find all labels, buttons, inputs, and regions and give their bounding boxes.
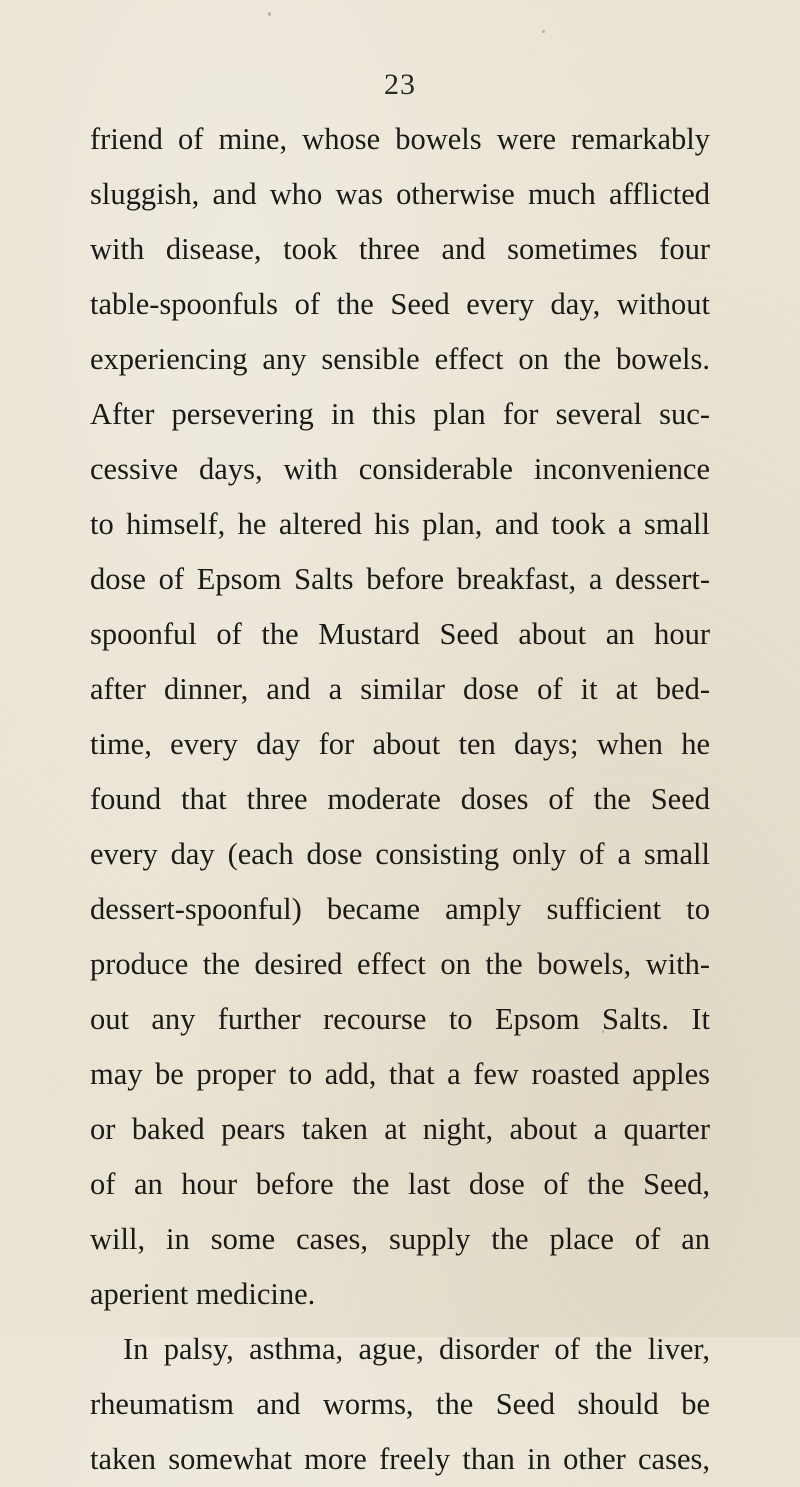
paper-speck [268,12,271,16]
text-line: or baked pears taken at night, about a quarter [90,1112,710,1146]
text-line: table-spoonfuls of the Seed every day, without [90,287,710,321]
text-line: found that three moderate doses of the Seed [90,782,710,816]
text-line: out any further recourse to Epsom Salts. It [90,1002,710,1036]
text-line: to himself, he altered his plan, and took a small [90,507,710,541]
text-line: After persevering in this plan for several suc- [90,397,710,431]
paper-speck [542,30,545,33]
text-line: spoonful of the Mustard Seed about an hour [90,617,710,651]
text-line: with disease, took three and sometimes four [90,232,710,266]
text-line: may be proper to add, that a few roasted apples [90,1057,710,1091]
text-line: experiencing any sensible effect on the bowels. [90,342,710,376]
body-text [90,112,710,1487]
text-line: dose of Epsom Salts before breakfast, a dessert- [90,562,710,596]
text-line: cessive days, with considerable inconvenience [90,452,710,486]
text-line: friend of mine, whose bowels were remarkably [90,122,710,156]
paragraph-end-line: aperient medicine. [90,1277,316,1311]
text-line: after dinner, and a similar dose of it at bed- [90,672,710,706]
text-line: dessert-spoonful) became amply sufficient to [90,892,710,926]
page-number: 23 [384,68,416,101]
text-line: time, every day for about ten days; when he [90,727,710,761]
paragraph-start-line: In palsy, asthma, ague, disorder of the liver, [123,1332,710,1366]
text-line: sluggish, and who was otherwise much afflicted [90,177,710,211]
text-line: rheumatism and worms, the Seed should be [90,1387,710,1421]
text-line: produce the desired effect on the bowels, with- [90,947,710,981]
text-line: will, in some cases, supply the place of an [90,1222,710,1256]
text-line: every day (each dose consisting only of a small [90,837,710,871]
text-line: taken somewhat more freely than in other cases, [90,1442,710,1476]
text-line: of an hour before the last dose of the Seed, [90,1167,710,1201]
